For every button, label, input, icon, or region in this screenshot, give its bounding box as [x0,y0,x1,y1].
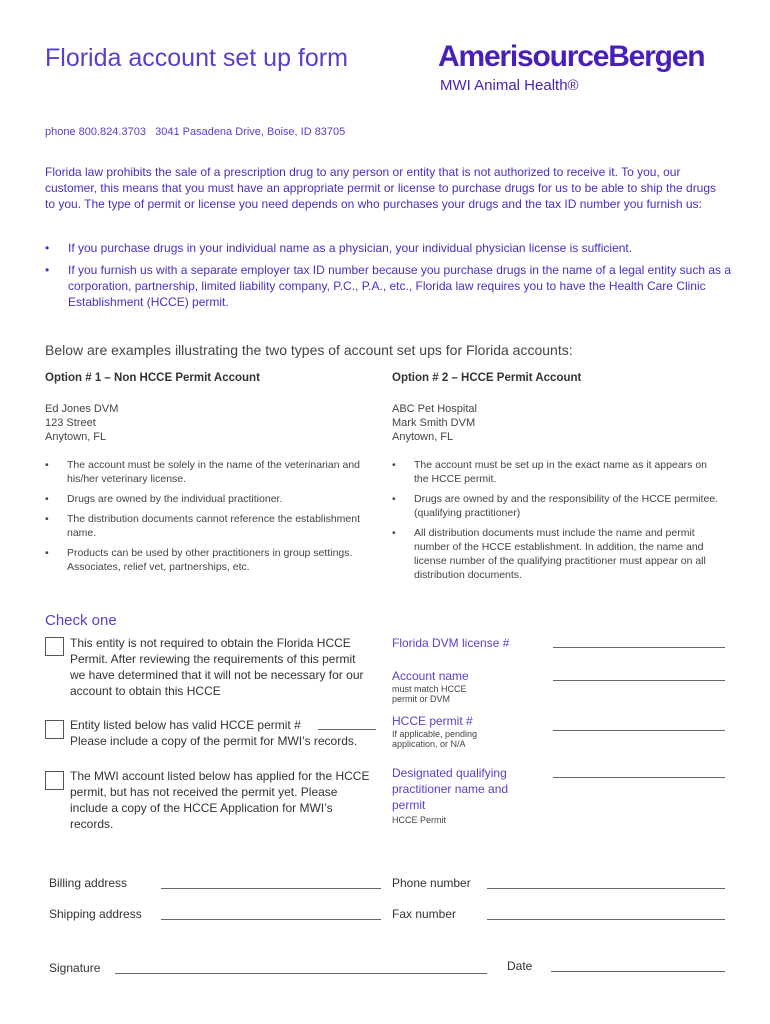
hcce-permit-label: HCCE permit # [392,714,473,728]
examples-intro: Below are examples illustrating the two types of account set ups for Florida accounts: [45,342,573,358]
list-item: • The distribution documents cannot reference the establishment name. [45,513,361,539]
bullet-icon: • [45,263,50,277]
hcce-not-required-checkbox[interactable] [45,637,64,656]
phone-number-field[interactable] [487,888,725,889]
phone-number-label: Phone number [392,876,471,890]
signature-label: Signature [49,961,101,975]
option2-address: ABC Pet Hospital Mark Smith DVM Anytown, FL [392,403,477,443]
hcce-permit-field[interactable] [553,730,725,731]
billing-address-label: Billing address [49,876,128,890]
practitioner-label: Designated qualifying practitioner name and permit [392,766,509,812]
hcce-permit-number-field[interactable] [318,729,376,730]
hcce-applied-checkbox[interactable] [45,771,64,790]
billing-address-field[interactable] [161,888,381,889]
check-one-heading: Check one [45,612,117,629]
contact-info: phone 800.824.3703 3041 Pasadena Drive, Boise, ID 83705 [45,126,346,138]
option2-list [392,458,722,588]
practitioner-field[interactable] [553,777,725,778]
practitioner-group [392,765,532,825]
hcce-permit-hint: If applicable, pending application, or N/A [392,729,478,749]
company-logo-subtitle: MWI Animal Health® [440,77,579,94]
shipping-address-field[interactable] [161,919,381,920]
bullet-icon: • [392,459,396,471]
hcce-valid-permit-note: Please include a copy of the permit for MWI’s records. [70,734,358,748]
hcce-not-required-label: This entity is not required to obtain the Florida HCCE Permit. After reviewing the requirements of this permit we have determined that it will not be necessary for our account to obtain this HCCE [70,636,364,698]
fax-number-field[interactable] [487,919,725,920]
option2-heading: Option # 2 – HCCE Permit Account [392,372,582,384]
bullet-icon: • [45,493,49,505]
list-item: • All distribution documents must include the name and permit number of the HCCE establishment. In addition, the name and license number of the qualifying practitioner must appear on all distribution documents. [392,527,706,581]
list-item: • If you furnish us with a separate employer tax ID number because you purchase drugs in the name of a legal entity such as a corporation, partnership, limited liability company, P.C., P.A., etc., Florida law requires you to have the Health Care Clinic Establishment (HCCE) permit. [45,263,732,309]
bullet-icon: • [45,547,49,559]
bullet-icon: • [392,527,396,539]
account-name-group [392,668,512,704]
option1-address: Ed Jones DVM 123 Street Anytown, FL [45,403,119,443]
dvm-license-field[interactable] [553,647,725,648]
list-item: • Drugs are owned by and the responsibility of the HCCE permitee. (qualifying practitioner) [392,493,719,519]
list-item: • Products can be used by other practitioners in group settings. Associates, relief vet, partnerships, etc. [45,547,353,573]
list-item: • Drugs are owned by the individual practitioner. [45,493,283,505]
hcce-applied-label: The MWI account listed below has applied for the HCCE permit, but has not received the permit yet. Please include a copy of the HCCE Application for MWI’s records. [70,769,370,831]
fax-number-label: Fax number [392,907,457,921]
signature-field[interactable] [115,973,487,974]
account-name-field[interactable] [553,680,725,681]
bullet-icon: • [45,513,49,525]
intro-paragraph: Florida law prohibits the sale of a prescription drug to any person or entity that is not authorized to receive it. To you, our customer, this means that you must have an appropriate permit or license to purchase drugs for us to be able to ship the drugs to you. The type of permit or license you need depends on who purchases your drugs and the tax ID number you furnish us: [45,165,717,211]
option1-list [45,458,375,580]
bullet-icon: • [45,459,49,471]
date-field[interactable] [551,971,725,972]
hcce-valid-permit-checkbox[interactable] [45,720,64,739]
account-name-label: Account name [392,669,469,683]
page-title: Florida account set up form [45,44,348,72]
dvm-license-label: Florida DVM license # [392,636,510,650]
bullet-icon: • [392,493,396,505]
list-item: • The account must be set up in the exact name as it appears on the HCCE permit. [392,459,708,485]
hcce-valid-permit-label: Entity listed below has valid HCCE permit # [70,718,301,732]
hcce-permit-group [392,713,512,749]
option1-heading: Option # 1 – Non HCCE Permit Account [45,372,260,384]
list-item: • The account must be solely in the name of the veterinarian and his/her veterinary license. [45,459,361,485]
company-logo: AmerisourceBergen [438,40,705,73]
shipping-address-label: Shipping address [49,907,142,921]
date-label: Date [507,959,533,973]
requirements-list [45,240,735,316]
bullet-icon: • [45,241,50,255]
list-item: • If you purchase drugs in your individual name as a physician, your individual physician license is sufficient. [45,241,633,255]
practitioner-hint: HCCE Permit [392,815,447,825]
account-name-hint: must match HCCE permit or DVM [392,684,467,704]
